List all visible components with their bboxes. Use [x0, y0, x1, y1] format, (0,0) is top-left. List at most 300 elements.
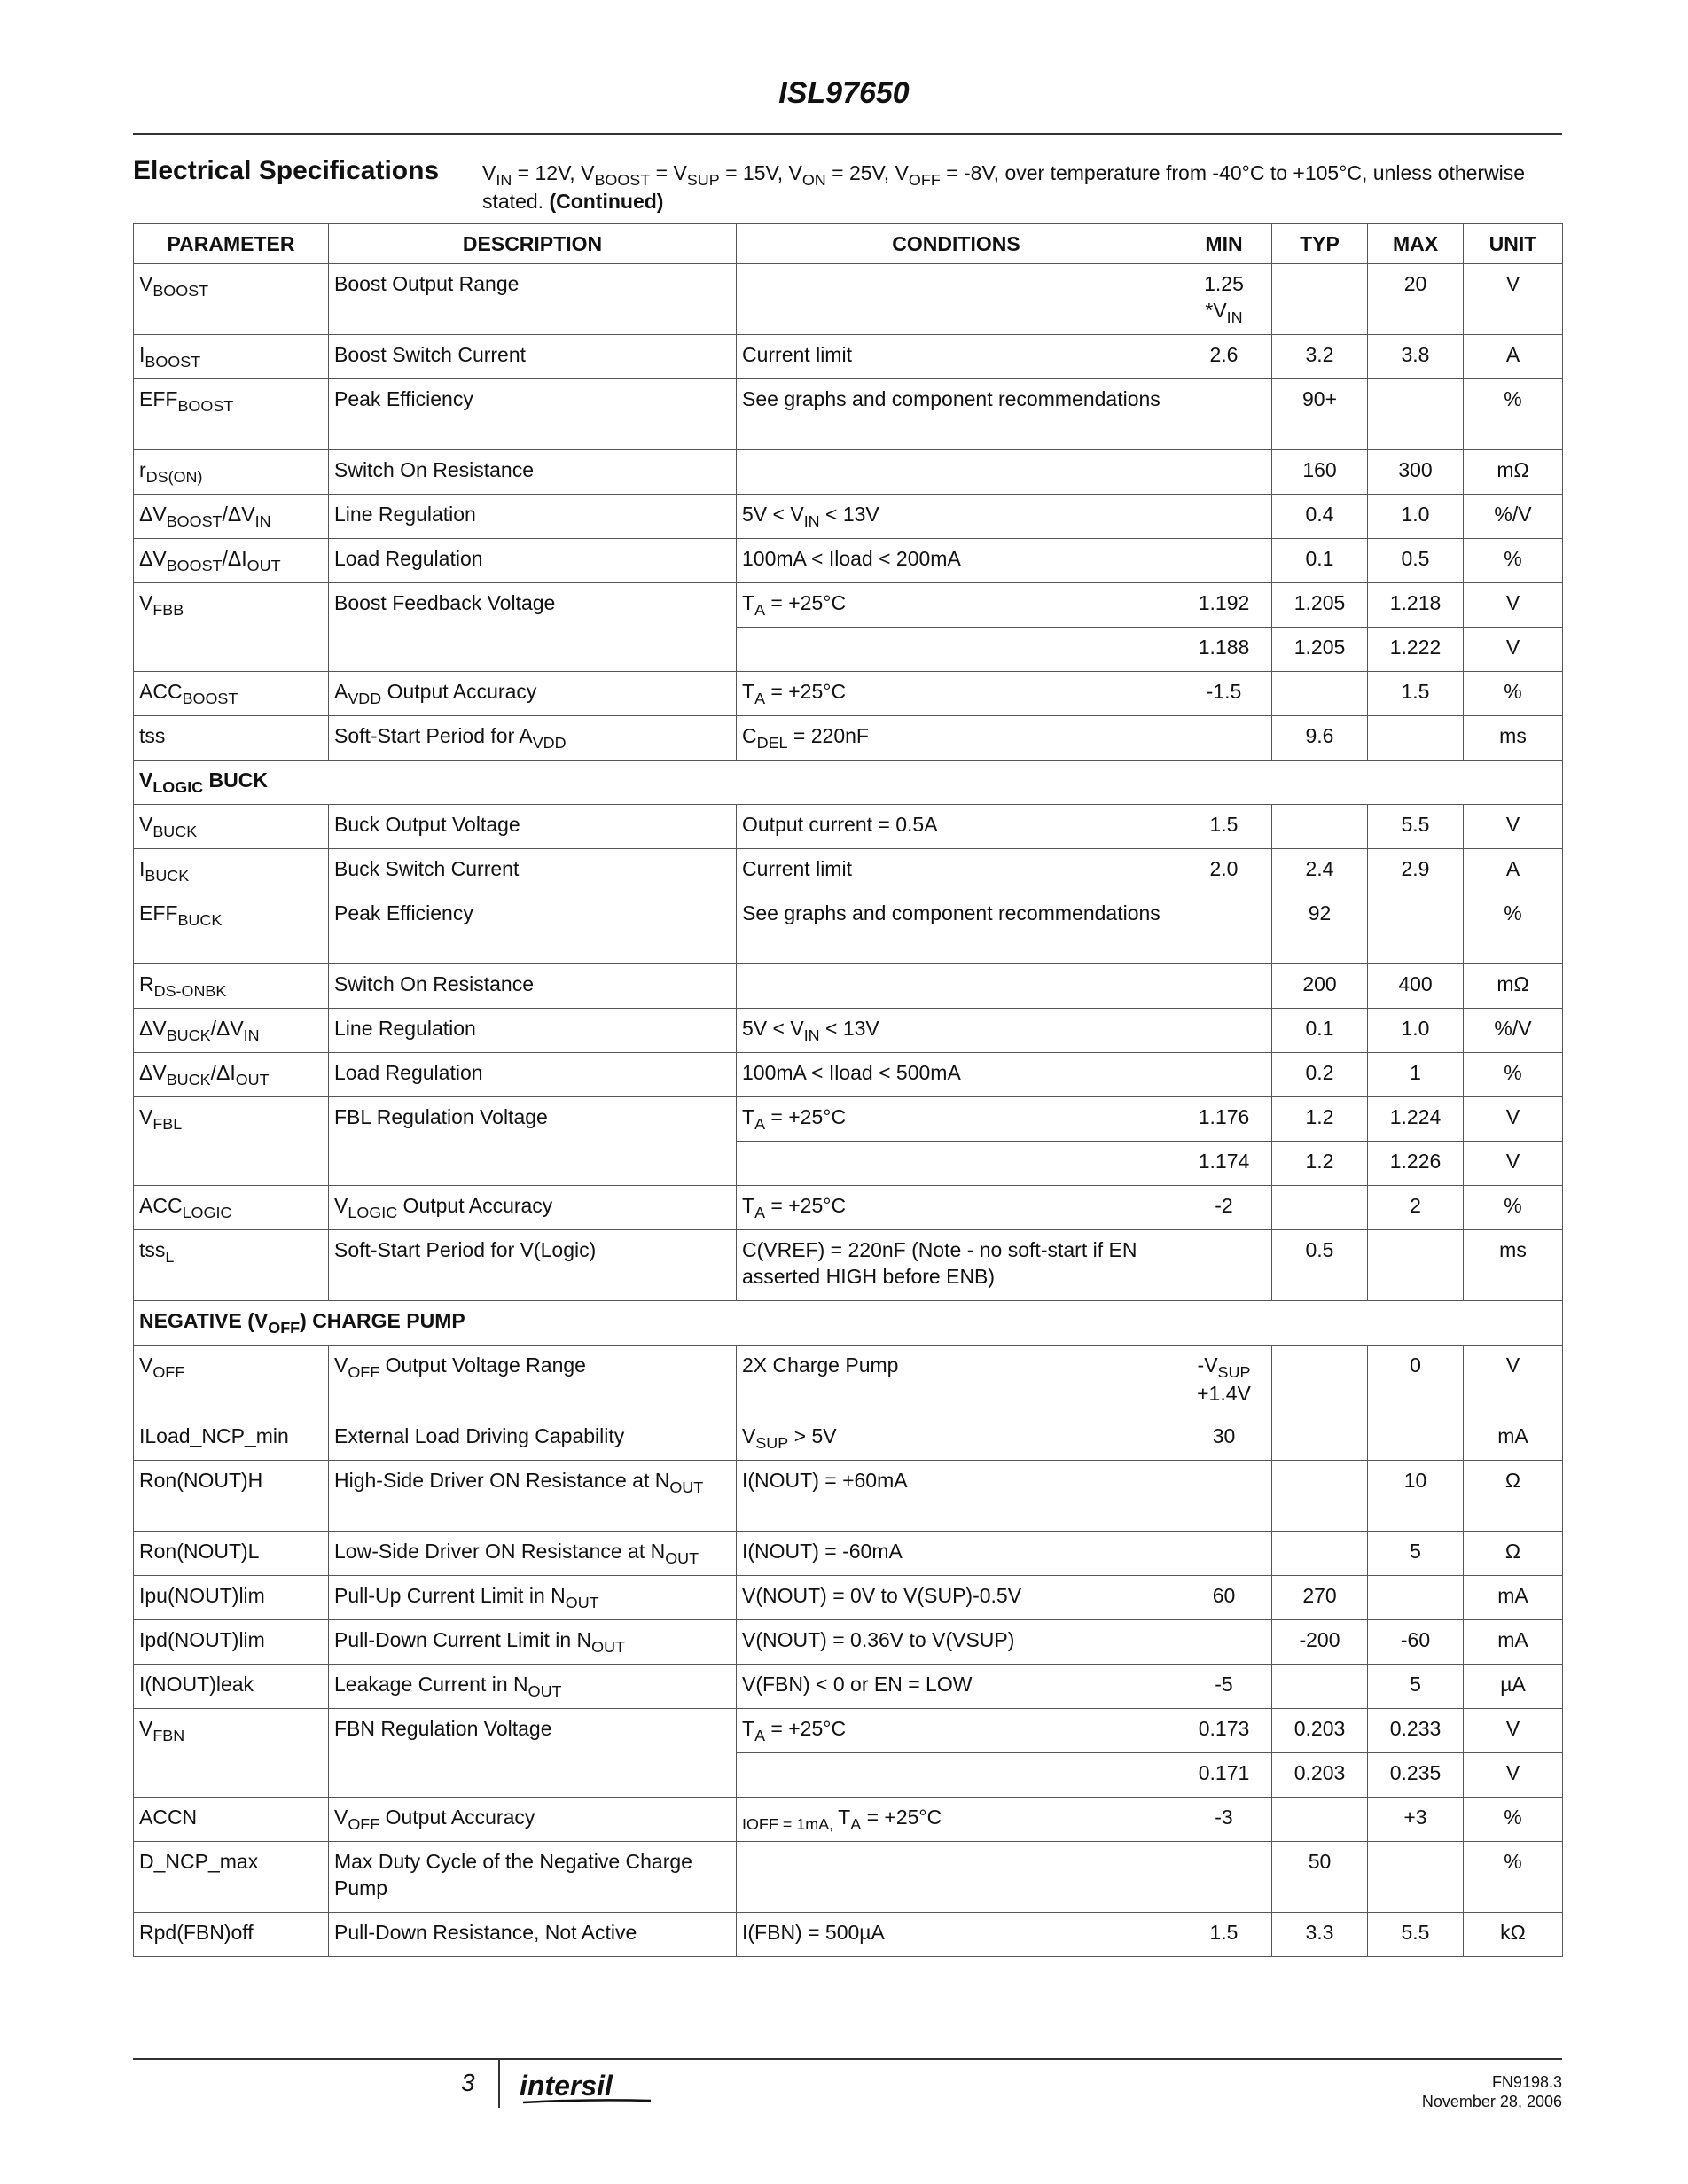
conditions-cell: $V_{SUP} > 5V$ — [737, 1416, 1176, 1461]
header-conditions: CONDITIONS — [737, 224, 1176, 264]
subscript: BOOST — [177, 397, 234, 416]
conditions-cell: V(NOUT) = 0.36V to V(VSUP) — [737, 1620, 1176, 1665]
subscript: SUP — [686, 171, 720, 190]
conditions-cell: V(NOUT) = 0V to V(SUP)-0.5V — [737, 1576, 1176, 1620]
max-cell: 2 — [1368, 1186, 1464, 1230]
parameter-cell: tss — [134, 716, 329, 760]
table-row — [134, 1709, 1563, 1753]
min-cell: 0.173 — [1176, 1709, 1272, 1753]
subscript: BUCK — [166, 1026, 211, 1045]
typ-cell: 0.203 — [1272, 1709, 1368, 1753]
max-cell: -60 — [1368, 1620, 1464, 1665]
min-cell: 2.0 — [1176, 849, 1272, 893]
typ-cell — [1272, 1798, 1368, 1842]
header-typ: TYP — [1272, 224, 1368, 264]
typ-cell: 92 — [1272, 893, 1368, 964]
description-cell: High-Side Driver ON Resistance at $N_{OUT}$ — [329, 1461, 737, 1532]
parameter-cell: D_NCP_max — [134, 1842, 329, 1913]
min-cell: 0.171 — [1176, 1753, 1272, 1798]
typ-cell — [1272, 1665, 1368, 1709]
parameter-cell: Ipd(NOUT)lim — [134, 1620, 329, 1665]
subscript: BOOST — [152, 282, 209, 300]
unit-cell: % — [1464, 379, 1563, 450]
max-cell: 0 — [1368, 1346, 1464, 1416]
table-row — [134, 379, 1563, 450]
parameter-cell: $V_{FBL}$ — [134, 1097, 329, 1186]
conditions-cell — [737, 628, 1176, 672]
min-cell: 1.176 — [1176, 1097, 1272, 1142]
section-title: Electrical Specifications — [133, 156, 440, 185]
typ-cell: 2.4 — [1272, 849, 1368, 893]
document-number: FN9198.3 — [1491, 2073, 1562, 2091]
max-cell: 1.0 — [1368, 495, 1464, 539]
unit-cell: V — [1464, 583, 1563, 628]
subscript: OUT — [665, 1549, 699, 1568]
typ-cell: 270 — [1272, 1576, 1368, 1620]
table-row — [134, 335, 1563, 379]
subscript: LOGIC — [348, 1204, 398, 1222]
typ-cell: 0.4 — [1272, 495, 1368, 539]
subscript: OFF — [152, 1363, 185, 1382]
table-row — [134, 1009, 1563, 1053]
subscript: A — [850, 1815, 862, 1834]
description-cell: External Load Driving Capability — [329, 1416, 737, 1461]
section-row — [134, 1301, 1563, 1346]
typ-cell: 1.205 — [1272, 628, 1368, 672]
subscript: FBL — [152, 1115, 183, 1134]
parameter-cell: $V_{BOOST}$ — [134, 264, 329, 335]
min-cell — [1176, 893, 1272, 964]
subscript: SUP — [755, 1434, 789, 1453]
continued-label: (Continued) — [549, 190, 664, 213]
unit-cell: % — [1464, 1053, 1563, 1097]
table-row — [134, 1798, 1563, 1842]
unit-cell: V — [1464, 1709, 1563, 1753]
subscript: BOOST — [145, 353, 201, 371]
subscript: OFF — [268, 1319, 301, 1338]
typ-cell — [1272, 672, 1368, 716]
min-cell: 1.188 — [1176, 628, 1272, 672]
parameter-cell: $\Delta V_{BOOST}/\Delta V_{IN}$ — [134, 495, 329, 539]
max-cell: 3.8 — [1368, 335, 1464, 379]
parameter-cell: $V_{OFF}$ — [134, 1346, 329, 1416]
subscript: FBN — [152, 1727, 185, 1745]
min-cell: 60 — [1176, 1576, 1272, 1620]
table-row — [134, 893, 1563, 964]
parameter-cell: $I_{BUCK}$ — [134, 849, 329, 893]
unit-cell: % — [1464, 1186, 1563, 1230]
typ-cell: 0.5 — [1272, 1230, 1368, 1301]
max-cell: 0.5 — [1368, 539, 1464, 583]
table-row — [134, 1097, 1563, 1142]
table-row — [134, 1620, 1563, 1665]
conditions-cell: $T_A = +25^\circ C$ — [737, 1097, 1176, 1142]
unit-cell: %/V — [1464, 495, 1563, 539]
typ-cell: 90+ — [1272, 379, 1368, 450]
min-cell — [1176, 379, 1272, 450]
subscript: ON — [801, 171, 826, 190]
max-cell: 2.9 — [1368, 849, 1464, 893]
parameter-cell: $\Delta V_{BUCK}/\Delta V_{IN}$ — [134, 1009, 329, 1053]
subscript: L — [165, 1248, 175, 1267]
conditions-cell: 2X Charge Pump — [737, 1346, 1176, 1416]
table-row — [134, 1532, 1563, 1576]
subscript: A — [754, 690, 766, 708]
max-cell: 5 — [1368, 1532, 1464, 1576]
min-cell: 1.192 — [1176, 583, 1272, 628]
conditions-cell: Current limit — [737, 335, 1176, 379]
subscript: OUT — [591, 1638, 626, 1657]
conditions-cell — [737, 450, 1176, 495]
unit-cell: % — [1464, 539, 1563, 583]
typ-cell: 1.205 — [1272, 583, 1368, 628]
unit-cell: V — [1464, 805, 1563, 849]
unit-cell: V — [1464, 1142, 1563, 1186]
description-cell: Pull-Down Current Limit in $N_{OUT}$ — [329, 1620, 737, 1665]
parameter-cell: $EFF_{BOOST}$ — [134, 379, 329, 450]
conditions-cell: V(FBN) < 0 or EN = LOW — [737, 1665, 1176, 1709]
max-cell: 1.5 — [1368, 672, 1464, 716]
subscript: IN — [1226, 308, 1243, 327]
parameter-cell: $EFF_{BUCK}$ — [134, 893, 329, 964]
max-cell — [1368, 379, 1464, 450]
subscript: SUP — [1217, 1363, 1251, 1382]
unit-cell: V — [1464, 628, 1563, 672]
table-row — [134, 495, 1563, 539]
electrical-specifications-table — [133, 223, 1563, 1957]
header-rule — [133, 133, 1562, 135]
conditions-cell: $T_A = +25^\circ C$ — [737, 672, 1176, 716]
parameter-cell: $V_{BUCK}$ — [134, 805, 329, 849]
intersil-logo — [516, 2067, 658, 2106]
min-cell — [1176, 1009, 1272, 1053]
subscript: BUCK — [166, 1071, 211, 1089]
min-cell: -3 — [1176, 1798, 1272, 1842]
table-row — [134, 1346, 1563, 1416]
table-row — [134, 1842, 1563, 1913]
subscript: IN — [803, 1026, 820, 1045]
conditions-cell: I(FBN) = 500µA — [737, 1913, 1176, 1957]
unit-cell: mA — [1464, 1416, 1563, 1461]
header-max: MAX — [1368, 224, 1464, 264]
min-cell: $-V_{SUP}$ +1.4V — [1176, 1346, 1272, 1416]
table-row — [134, 583, 1563, 628]
min-cell — [1176, 1053, 1272, 1097]
subscript: DS(ON) — [145, 468, 203, 487]
max-cell: 1.224 — [1368, 1097, 1464, 1142]
min-cell — [1176, 450, 1272, 495]
unit-cell: % — [1464, 672, 1563, 716]
description-cell: $V_{LOGIC}$ Output Accuracy — [329, 1186, 737, 1230]
document-date: November 28, 2006 — [1421, 2093, 1562, 2110]
unit-cell: Ω — [1464, 1461, 1563, 1532]
description-cell: Switch On Resistance — [329, 964, 737, 1009]
max-cell — [1368, 1230, 1464, 1301]
description-cell: Peak Efficiency — [329, 379, 737, 450]
description-cell: $V_{OFF}$ Output Voltage Range — [329, 1346, 737, 1416]
parameter-cell: tss$_L$ — [134, 1230, 329, 1301]
max-cell: 1 — [1368, 1053, 1464, 1097]
unit-cell: %/V — [1464, 1009, 1563, 1053]
subscript: BUCK — [177, 911, 223, 930]
description-cell: Soft-Start Period for $A_{VDD}$ — [329, 716, 737, 760]
typ-cell: 0.2 — [1272, 1053, 1368, 1097]
conditions-cell — [737, 1842, 1176, 1913]
unit-cell: A — [1464, 335, 1563, 379]
typ-cell — [1272, 1346, 1368, 1416]
unit-cell: mA — [1464, 1620, 1563, 1665]
conditions-cell: 100mA < Iload < 500mA — [737, 1053, 1176, 1097]
max-cell: 20 — [1368, 264, 1464, 335]
max-cell — [1368, 1842, 1464, 1913]
max-cell — [1368, 1416, 1464, 1461]
unit-cell: kΩ — [1464, 1913, 1563, 1957]
parameter-cell: I(NOUT)leak — [134, 1665, 329, 1709]
typ-cell: -200 — [1272, 1620, 1368, 1665]
subscript: DS-ONBK — [153, 982, 227, 1001]
description-cell: Line Regulation — [329, 495, 737, 539]
subscript: BOOST — [166, 557, 223, 575]
unit-cell: mΩ — [1464, 450, 1563, 495]
min-cell: 30 — [1176, 1416, 1272, 1461]
conditions-cell: Output current = 0.5A — [737, 805, 1176, 849]
description-cell: Max Duty Cycle of the Negative Charge Pump — [329, 1842, 737, 1913]
table-row — [134, 1913, 1563, 1957]
subscript: A — [754, 601, 766, 620]
table-row — [134, 849, 1563, 893]
unit-cell: µA — [1464, 1665, 1563, 1709]
subscript: DEL — [756, 734, 788, 753]
max-cell: 400 — [1368, 964, 1464, 1009]
typ-cell — [1272, 264, 1368, 335]
conditions-cell: 100mA < Iload < 200mA — [737, 539, 1176, 583]
conditions-cell: C(VREF) = 220nF (Note - no soft-start if EN asserted HIGH before ENB) — [737, 1230, 1176, 1301]
svg-text:intersil: intersil — [520, 2070, 613, 2102]
description-cell: FBL Regulation Voltage — [329, 1097, 737, 1186]
table-row — [134, 1053, 1563, 1097]
table-row — [134, 716, 1563, 760]
parameter-cell: $V_{FBB}$ — [134, 583, 329, 672]
table-row — [134, 805, 1563, 849]
description-cell: Buck Output Voltage — [329, 805, 737, 849]
description-cell: Soft-Start Period for V(Logic) — [329, 1230, 737, 1301]
conditions-cell — [737, 964, 1176, 1009]
min-cell: 2.6 — [1176, 335, 1272, 379]
max-cell: 5.5 — [1368, 805, 1464, 849]
subscript: FBB — [152, 601, 184, 620]
conditions-cell: $5V < V_{IN} < 13V$ — [737, 1009, 1176, 1053]
max-cell: 10 — [1368, 1461, 1464, 1532]
max-cell: 0.233 — [1368, 1709, 1464, 1753]
table-row — [134, 539, 1563, 583]
parameter-cell: Ipu(NOUT)lim — [134, 1576, 329, 1620]
parameter-cell: $I_{BOOST}$ — [134, 335, 329, 379]
conditions-cell — [737, 1753, 1176, 1798]
subscript: BOOST — [166, 512, 223, 531]
document-title: ISL97650 — [778, 76, 910, 110]
min-cell — [1176, 1230, 1272, 1301]
subscript: IN — [243, 1026, 260, 1045]
table-row — [134, 1461, 1563, 1532]
typ-cell — [1272, 1461, 1368, 1532]
subscript: VDD — [532, 734, 567, 753]
max-cell — [1368, 716, 1464, 760]
parameter-cell: $V_{FBN}$ — [134, 1709, 329, 1798]
header-min: MIN — [1176, 224, 1272, 264]
unit-cell: % — [1464, 1842, 1563, 1913]
conditions-text: $V_{IN} = 12V$, $V_{BOOST} = V_{SUP} = 15V$, $V_{ON} = 25V$, $V_{OFF} = -8V$, over temperature from -40°C to +105°C, unless otherwise stated. — [482, 161, 1526, 213]
max-cell: 1.226 — [1368, 1142, 1464, 1186]
subscript: OFF — [348, 1815, 380, 1834]
section-row — [134, 760, 1563, 805]
min-cell — [1176, 1532, 1272, 1576]
table-row — [134, 450, 1563, 495]
typ-cell: 1.2 — [1272, 1097, 1368, 1142]
description-cell: Line Regulation — [329, 1009, 737, 1053]
conditions-cell: Current limit — [737, 849, 1176, 893]
conditions-cell: See graphs and component recommendations — [737, 893, 1176, 964]
unit-cell: ms — [1464, 1230, 1563, 1301]
max-cell: 1.0 — [1368, 1009, 1464, 1053]
unit-cell: mΩ — [1464, 964, 1563, 1009]
table-row — [134, 1576, 1563, 1620]
parameter-cell: ILoad_NCP_min — [134, 1416, 329, 1461]
typ-cell: 200 — [1272, 964, 1368, 1009]
subscript: OFF — [348, 1363, 380, 1382]
subscript: A — [754, 1204, 766, 1222]
unit-cell: A — [1464, 849, 1563, 893]
conditions-cell: $T_A = +25^\circ C$ — [737, 1186, 1176, 1230]
table-header-row — [134, 224, 1563, 264]
typ-cell: 160 — [1272, 450, 1368, 495]
description-cell: Boost Switch Current — [329, 335, 737, 379]
footer-divider — [498, 2058, 500, 2108]
table-row — [134, 1186, 1563, 1230]
table-row — [134, 672, 1563, 716]
header-unit: UNIT — [1464, 224, 1563, 264]
parameter-cell: ACCN — [134, 1798, 329, 1842]
conditions-cell: $C_{DEL} = 220nF$ — [737, 716, 1176, 760]
typ-cell: 0.1 — [1272, 1009, 1368, 1053]
typ-cell — [1272, 1532, 1368, 1576]
header-parameter: PARAMETER — [134, 224, 329, 264]
subscript: BOOST — [594, 171, 651, 190]
typ-cell: 1.2 — [1272, 1142, 1368, 1186]
subscript: LOGIC — [152, 778, 204, 797]
header-description: DESCRIPTION — [329, 224, 737, 264]
min-cell: -5 — [1176, 1665, 1272, 1709]
subscript: OUT — [565, 1594, 599, 1612]
unit-cell: ms — [1464, 716, 1563, 760]
description-cell: Low-Side Driver ON Resistance at $N_{OUT}$ — [329, 1532, 737, 1576]
description-cell: Boost Feedback Voltage — [329, 583, 737, 672]
unit-cell: V — [1464, 1753, 1563, 1798]
description-cell: Leakage Current in $N_{OUT}$ — [329, 1665, 737, 1709]
min-cell — [1176, 1461, 1272, 1532]
parameter-cell: Rpd(FBN)off — [134, 1913, 329, 1957]
subscript: IN — [803, 512, 820, 531]
unit-cell: % — [1464, 1798, 1563, 1842]
subscript: LOGIC — [182, 1204, 232, 1222]
description-cell: Buck Switch Current — [329, 849, 737, 893]
table-body — [134, 264, 1563, 1957]
subscript: OUT — [669, 1478, 704, 1497]
parameter-cell: $\Delta V_{BUCK}/\Delta I_{OUT}$ — [134, 1053, 329, 1097]
max-cell: 5 — [1368, 1665, 1464, 1709]
parameter-cell: $ACC_{BOOST}$ — [134, 672, 329, 716]
parameter-cell: $r_{DS(ON)}$ — [134, 450, 329, 495]
section-heading: $V_{LOGIC}$ BUCK — [134, 760, 1563, 805]
subscript: BUCK — [152, 823, 198, 841]
subscript: A — [754, 1727, 766, 1745]
description-cell: Peak Efficiency — [329, 893, 737, 964]
min-cell: -1.5 — [1176, 672, 1272, 716]
subscript: IN — [254, 512, 271, 531]
typ-cell: 0.1 — [1272, 539, 1368, 583]
typ-cell: 9.6 — [1272, 716, 1368, 760]
conditions-cell: See graphs and component recommendations — [737, 379, 1176, 450]
description-cell: $V_{OFF}$ Output Accuracy — [329, 1798, 737, 1842]
min-cell — [1176, 1842, 1272, 1913]
typ-cell: 0.203 — [1272, 1753, 1368, 1798]
table-row — [134, 964, 1563, 1009]
max-cell: 1.218 — [1368, 583, 1464, 628]
typ-cell — [1272, 1416, 1368, 1461]
min-cell — [1176, 716, 1272, 760]
min-cell — [1176, 495, 1272, 539]
parameter-cell: Ron(NOUT)H — [134, 1461, 329, 1532]
conditions-cell — [737, 264, 1176, 335]
subscript: OFF — [908, 171, 941, 190]
max-cell: 5.5 — [1368, 1913, 1464, 1957]
subscript: IN — [496, 171, 512, 190]
min-cell — [1176, 964, 1272, 1009]
description-cell: Boost Output Range — [329, 264, 737, 335]
description-cell: Load Regulation — [329, 539, 737, 583]
subscript: OUT — [246, 557, 281, 575]
description-cell: Pull-Down Resistance, Not Active — [329, 1913, 737, 1957]
max-cell: 0.235 — [1368, 1753, 1464, 1798]
parameter-cell: $R_{DS-ONBK}$ — [134, 964, 329, 1009]
unit-cell: V — [1464, 1346, 1563, 1416]
description-cell: $A_{VDD}$ Output Accuracy — [329, 672, 737, 716]
min-cell — [1176, 539, 1272, 583]
section-heading: NEGATIVE $(V_{OFF})$ CHARGE PUMP — [134, 1301, 1563, 1346]
unit-cell: V — [1464, 1097, 1563, 1142]
table-row — [134, 1665, 1563, 1709]
min-cell: -2 — [1176, 1186, 1272, 1230]
typ-cell: 3.2 — [1272, 335, 1368, 379]
min-cell: 1.25 $*V_{IN}$ — [1176, 264, 1272, 335]
max-cell: +3 — [1368, 1798, 1464, 1842]
typ-cell: 50 — [1272, 1842, 1368, 1913]
parameter-cell: Ron(NOUT)L — [134, 1532, 329, 1576]
subscript: IOFF = 1mA, — [742, 1815, 839, 1834]
subscript: BUCK — [145, 867, 190, 885]
conditions-cell: I(NOUT) = -60mA — [737, 1532, 1176, 1576]
parameter-cell: $\Delta V_{BOOST}/\Delta I_{OUT}$ — [134, 539, 329, 583]
unit-cell: mA — [1464, 1576, 1563, 1620]
table-row — [134, 264, 1563, 335]
description-cell: Load Regulation — [329, 1053, 737, 1097]
page-number: 3 — [461, 2069, 475, 2096]
unit-cell: V — [1464, 264, 1563, 335]
subscript: A — [754, 1115, 766, 1134]
section-conditions-note — [482, 160, 1564, 214]
conditions-cell: $T_A = +25^\circ C$ — [737, 583, 1176, 628]
max-cell — [1368, 1576, 1464, 1620]
max-cell: 300 — [1368, 450, 1464, 495]
